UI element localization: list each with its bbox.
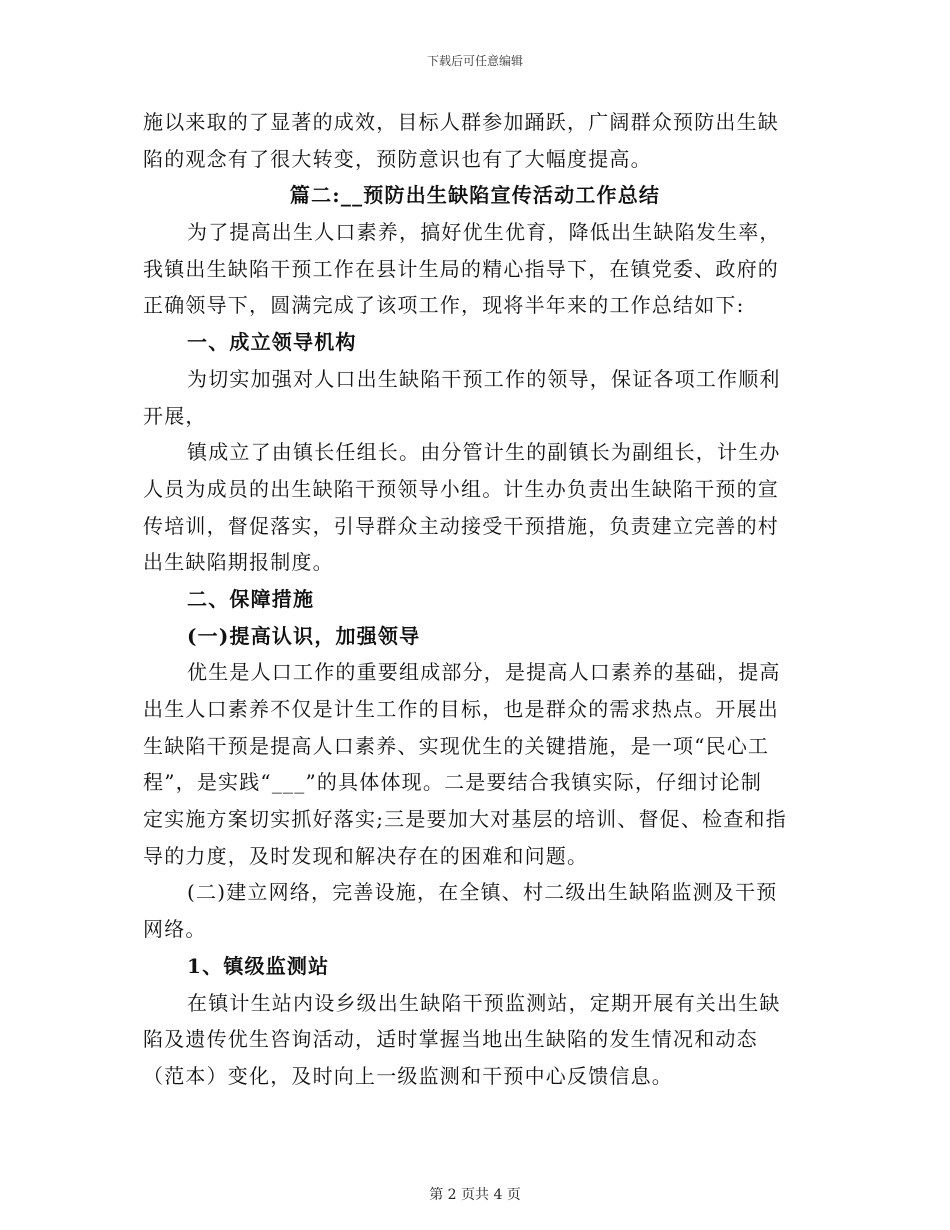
section-heading: 1、镇级监测站: [187, 953, 330, 978]
section-heading: 二、保障措施: [187, 586, 315, 611]
paragraph-line: 开展，: [143, 403, 207, 428]
paragraph-line: 陷及遗传优生咨询活动，适时掌握当地出生缺陷的发生情况和动态: [143, 1027, 758, 1052]
paragraph-line: 施以来取的了显著的成效，目标人群参加踊跃，广阔群众预防出生缺: [143, 110, 779, 134]
section-title: 篇二:__预防出生缺陷宣传活动工作总结: [289, 183, 661, 208]
paragraph-line: 为切实加强对人口出生缺陷干预工作的领导，保证各项工作顺利: [187, 366, 781, 391]
paragraph-line: (二)建立网络，完善设施，在全镇、村二级出生缺陷监测及干预: [187, 880, 778, 905]
section-heading: (一)提高认识，加强领导: [187, 623, 421, 648]
section-heading: 一、成立领导机构: [187, 330, 357, 355]
page-footer: 第 2 页共 4 页: [429, 1187, 521, 1203]
paragraph-line: 优生是人口工作的重要组成部分，是提高人口素养的基础，提高: [187, 660, 781, 685]
page-header: 下载后可任意编辑: [426, 54, 523, 68]
paragraph-line: 镇成立了由镇长任组长。由分管计生的副镇长为副组长，计生办: [187, 440, 781, 465]
paragraph-line: 我镇出生缺陷干预工作在县计生局的精心指导下，在镇党委、政府的: [143, 256, 779, 281]
paragraph-line: 出生人口素养不仅是计生工作的目标，也是群众的需求热点。开展出: [143, 697, 779, 721]
paragraph-line: （范本）变化，及时向上一级监测和干预中心反馈信息。: [143, 1063, 673, 1088]
paragraph-line: 为了提高出生人口素养，搞好优生优育，降低出生缺陷发生率，: [187, 220, 781, 245]
paragraph-line: 定实施方案切实抓好落实;三是要加大对基层的培训、督促、检查和指: [143, 807, 787, 832]
paragraph-line: 生缺陷干预是提高人口素养、实现优生的关键措施，是一项“民心工: [143, 733, 770, 758]
paragraph-line: 导的力度，及时发现和解决存在的困难和问题。: [143, 843, 589, 868]
paragraph-line: 正确领导下，圆满完成了该项工作，现将半年来的工作总结如下:: [143, 293, 745, 318]
paragraph-line: 在镇计生站内设乡级出生缺陷干预监测站，定期开展有关出生缺: [187, 990, 781, 1015]
paragraph-line: 程”，是实践“___”的具体体现。二是要结合我镇实际，仔细讨论制: [143, 770, 763, 795]
paragraph-line: 人员为成员的出生缺陷干预领导小组。计生办负责出生缺陷干预的宣: [143, 476, 779, 501]
paragraph-line: 出生缺陷期报制度。: [143, 550, 334, 575]
paragraph-line: 陷的观念有了很大转变，预防意识也有了大幅度提高。: [143, 146, 652, 171]
paragraph-line: 网络。: [143, 917, 207, 942]
document-body: [143, 104, 807, 1095]
paragraph-line: 传培训，督促落实，引导群众主动接受干预措施，负责建立完善的村: [143, 513, 779, 538]
